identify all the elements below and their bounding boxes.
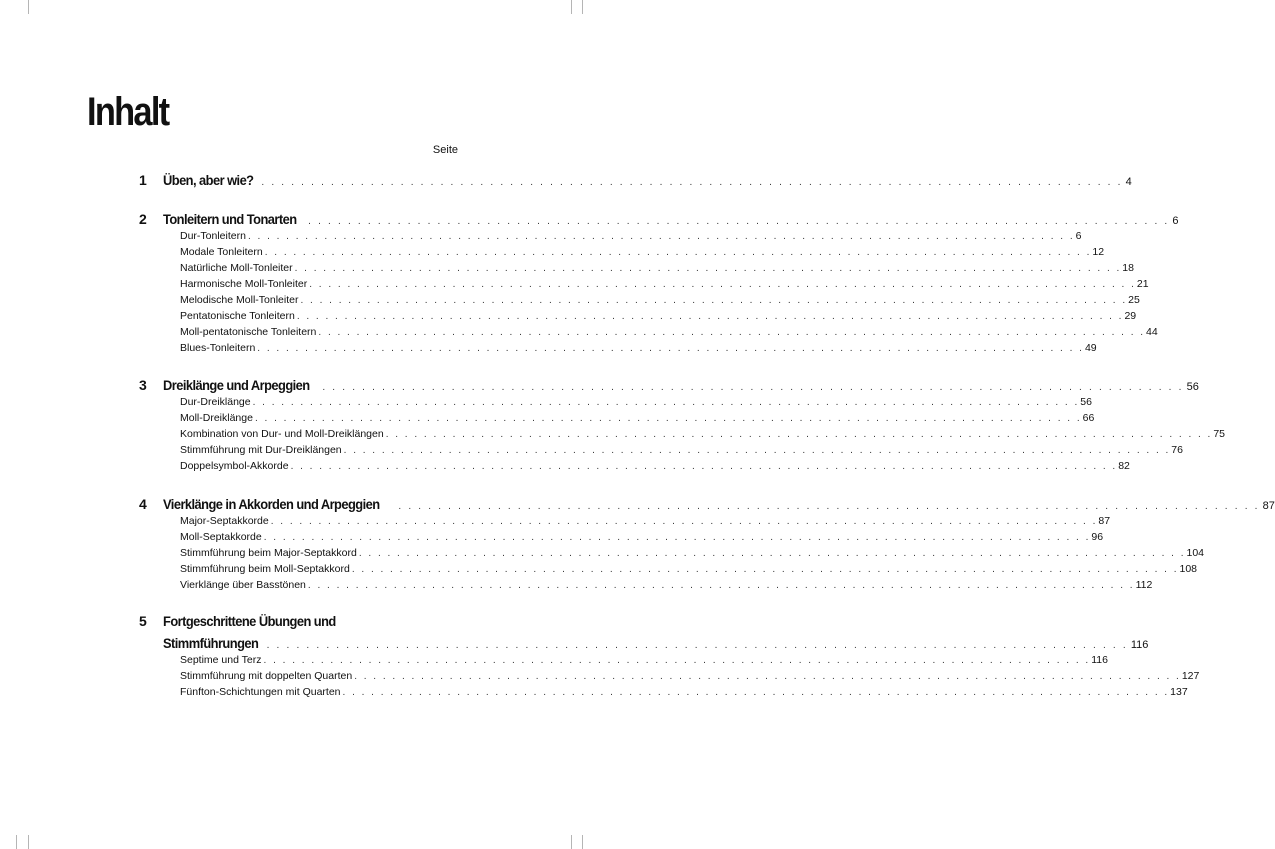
toc-item[interactable] [180,426,1226,443]
item-label: Stimmführung beim Major-Septakkord [180,547,357,559]
chapter-title: Dreiklänge und Arpeggien [163,377,310,393]
dot-leader: . . . . . . . . . . . . . . . . . . . . . . . . . . . . . . . . . . . . . . . . . . . . . . . . . . . . . . . . . . . . . . . . . . . . . . . . . . . . . . . . . . . . . . . [294,263,1122,274]
toc-chapter [0,376,1226,474]
toc-item[interactable] [180,260,1134,277]
toc-entry[interactable] [163,376,1199,396]
dot-leader: . . . . . . . . . . . . . . . . . . . . . . . . . . . . . . . . . . . . . . . . . . . . . . . . . . . . . . . . . . . . . . . . . . . . . . . . . . . . . . . . . . . . . . . [290,461,1118,472]
dot-leader: . . . . . . . . . . . . . . . . . . . . . . . . . . . . . . . . . . . . . . . . . . . . . . . . . . . . . . . . . . . . . . . . . . . . . . . . . . . . . . . . . . . . . . . [385,429,1213,440]
item-label: Moll-Septakkorde [180,531,262,543]
dot-leader: . . . . . . . . . . . . . . . . . . . . . . . . . . . . . . . . . . . . . . . . . . . . . . . . . . . . . . . . . . . . . . . . . . . . . . . . . . . . . . . . . . . . . . . [354,671,1181,682]
toc-item[interactable] [180,545,1205,562]
dot-leader: . . . . . . . . . . . . . . . . . . . . . . . . . . . . . . . . . . . . . . . . . . . . . . . . . . . . . . . . . . . . . . . . . . . . . . . . . . . . . . . . . . . . . . . [351,564,1179,575]
toc-item[interactable] [180,292,1140,309]
toc-chapter [0,210,1179,356]
toc-item[interactable] [180,228,1082,245]
page-number: 112 [1135,579,1153,591]
toc-item[interactable] [180,684,1188,701]
section-list [0,652,1200,700]
dot-leader: . . . . . . . . . . . . . . . . . . . . . . . . . . . . . . . . . . . . . . . . . . . . . . . . . . . . . . . . . . . . . . . . . . . . . . . . . . . . . . . . . . . . . . . [270,516,1098,527]
chapter-number: 2 [139,211,147,227]
page-number: 29 [1124,310,1137,322]
toc-item[interactable] [180,458,1130,475]
toc-item[interactable] [180,340,1097,357]
item-label: Moll-Dreiklänge [180,412,253,424]
page-number: 137 [1170,686,1188,698]
page-number: 82 [1118,460,1130,472]
toc-entry[interactable] [163,210,1179,230]
page-number: 87 [1262,500,1275,512]
item-label: Major-Septakkorde [180,515,269,527]
page-column-label: Seite [432,144,458,156]
toc-chapter [0,612,1200,700]
chapter-title: Üben, aber wie? [163,172,254,188]
page-number: 56 [1186,381,1199,393]
dot-leader: . . . . . . . . . . . . . . . . . . . . . . . . . . . . . . . . . . . . . . . . . . . . . . . . . . . . . . . . . . . . . . . . . . . . . . . . . . . . . . . . . . . . . . . [263,532,1091,543]
item-label: Stimmführung mit doppelten Quarten [180,670,353,682]
section-list [0,513,1205,593]
toc-entry[interactable] [163,495,1275,515]
page-number: 127 [1181,670,1200,682]
dot-leader: . . . . . . . . . . . . . . . . . . . . . . . . . . . . . . . . . . . . . . . . . . . . . . . . . . . . . . . . . . . . . . . . . . . . . . . . . . . . . . . . . . . . . . . [309,279,1136,290]
dot-leader: . . . . . . . . . . . . . . . . . . . . . . . . . . . . . . . . . . . . . . . . . . . . . . . . . . . . . . . . . . . . . . . . . . . . . . . . . . . . . . . . . . . . . . . [358,548,1186,559]
item-label: Fünfton-Schichtungen mit Quarten [180,686,341,698]
section-list [0,228,1158,356]
page-number: 76 [1171,444,1183,456]
dot-leader: . . . . . . . . . . . . . . . . . . . . . . . . . . . . . . . . . . . . . . . . . . . . . . . . . . . . . . . . . . . . . . . . . . . . . . . . . . . . . . . . . . . . . . . [257,343,1084,354]
toc-item[interactable] [180,577,1153,594]
dot-leader: . . . . . . . . . . . . . . . . . . . . . . . . . . . . . . . . . . . . . . . . . . . . . . . . . . . . . . . . . . . . . . . . . . . . . . . . . . . . . . . . . . . . . . . [342,687,1170,698]
dot-leader: . . . . . . . . . . . . . . . . . . . . . . . . . . . . . . . . . . . . . . . . . . . . . . . . . . . . . . . . . . . . . . . . . . . . . . . . . . . . . . . . . . . . . . . [266,640,1128,651]
item-label: Blues-Tonleitern [180,342,256,354]
item-label: Modale Tonleitern [180,246,263,258]
dot-leader: . . . . . . . . . . . . . . . . . . . . . . . . . . . . . . . . . . . . . . . . . . . . . . . . . . . . . . . . . . . . . . . . . . . . . . . . . . . . . . . . . . . . . . . [322,382,1184,393]
dot-leader: . . . . . . . . . . . . . . . . . . . . . . . . . . . . . . . . . . . . . . . . . . . . . . . . . . . . . . . . . . . . . . . . . . . . . . . . . . . . . . . . . . . . . . . [307,580,1135,591]
toc-chapter [0,171,1132,189]
dot-leader: . . . . . . . . . . . . . . . . . . . . . . . . . . . . . . . . . . . . . . . . . . . . . . . . . . . . . . . . . . . . . . . . . . . . . . . . . . . . . . . . . . . . . . . [343,445,1171,456]
page-number: 12 [1092,246,1105,258]
page-number: 6 [1075,230,1082,242]
item-label: Melodische Moll-Tonleiter [180,294,299,306]
chapter-number: 4 [139,496,147,512]
chapter-title: Vierklänge in Akkorden und Arpeggien [163,496,380,512]
item-label: Dur-Dreiklänge [180,396,251,408]
dot-leader: . . . . . . . . . . . . . . . . . . . . . . . . . . . . . . . . . . . . . . . . . . . . . . . . . . . . . . . . . . . . . . . . . . . . . . . . . . . . . . . . . . . . . . . [261,177,1123,188]
page-number: 96 [1091,531,1104,543]
toc-item[interactable] [180,442,1183,459]
toc-item[interactable] [180,324,1158,341]
dot-leader: . . . . . . . . . . . . . . . . . . . . . . . . . . . . . . . . . . . . . . . . . . . . . . . . . . . . . . . . . . . . . . . . . . . . . . . . . . . . . . . . . . . . . . . [308,216,1170,227]
page-number: 108 [1179,563,1198,575]
page-number: 75 [1213,428,1226,440]
toc-item[interactable] [180,394,1092,411]
page-number: 4 [1125,176,1132,188]
item-label: Pentatonische Tonleitern [180,310,295,322]
dot-leader: . . . . . . . . . . . . . . . . . . . . . . . . . . . . . . . . . . . . . . . . . . . . . . . . . . . . . . . . . . . . . . . . . . . . . . . . . . . . . . . . . . . . . . . [398,501,1260,512]
page-number: 44 [1146,326,1158,338]
dot-leader: . . . . . . . . . . . . . . . . . . . . . . . . . . . . . . . . . . . . . . . . . . . . . . . . . . . . . . . . . . . . . . . . . . . . . . . . . . . . . . . . . . . . . . . [252,397,1080,408]
item-label: Vierklänge über Basstönen [180,579,306,591]
toc-chapter [0,495,1275,593]
item-label: Stimmführung mit Dur-Dreiklängen [180,444,342,456]
item-label: Septime und Terz [180,654,262,666]
toc-entry[interactable] [163,171,1132,191]
dot-leader: . . . . . . . . . . . . . . . . . . . . . . . . . . . . . . . . . . . . . . . . . . . . . . . . . . . . . . . . . . . . . . . . . . . . . . . . . . . . . . . . . . . . . . . [263,655,1091,666]
page-number: 49 [1084,342,1097,354]
item-label: Kombination von Dur- und Moll-Dreiklängen [180,428,384,440]
toc-item[interactable] [180,244,1105,261]
item-label: Moll-pentatonische Tonleitern [180,326,317,338]
chapter-number: 1 [139,172,147,188]
page-title: Inhalt [87,90,169,134]
section-list [0,394,1226,474]
item-label: Stimmführung beim Moll-Septakkord [180,563,350,575]
chapter-title-continued: Stimmführungen [163,635,259,651]
page-number: 21 [1136,278,1149,290]
chapter-title[interactable]: Fortgeschrittene Übungen und [163,613,336,629]
dot-leader: . . . . . . . . . . . . . . . . . . . . . . . . . . . . . . . . . . . . . . . . . . . . . . . . . . . . . . . . . . . . . . . . . . . . . . . . . . . . . . . . . . . . . . . [247,231,1075,242]
chapter-title: Tonleitern und Tonarten [163,211,297,227]
toc-item[interactable] [180,652,1108,669]
toc-item[interactable] [180,308,1137,325]
page-number: 66 [1082,412,1095,424]
dot-leader: . . . . . . . . . . . . . . . . . . . . . . . . . . . . . . . . . . . . . . . . . . . . . . . . . . . . . . . . . . . . . . . . . . . . . . . . . . . . . . . . . . . . . . . [254,413,1082,424]
page-number: 56 [1080,396,1092,408]
toc-item[interactable] [180,410,1095,427]
toc-item[interactable] [180,513,1111,530]
page-number: 104 [1186,547,1205,559]
item-label: Natürliche Moll-Tonleiter [180,262,293,274]
toc-item[interactable] [180,276,1149,293]
dot-leader: . . . . . . . . . . . . . . . . . . . . . . . . . . . . . . . . . . . . . . . . . . . . . . . . . . . . . . . . . . . . . . . . . . . . . . . . . . . . . . . . . . . . . . . [318,327,1146,338]
toc-entry[interactable] [163,634,1149,654]
toc-item[interactable] [180,668,1200,685]
dot-leader: . . . . . . . . . . . . . . . . . . . . . . . . . . . . . . . . . . . . . . . . . . . . . . . . . . . . . . . . . . . . . . . . . . . . . . . . . . . . . . . . . . . . . . . [300,295,1128,306]
dot-leader: . . . . . . . . . . . . . . . . . . . . . . . . . . . . . . . . . . . . . . . . . . . . . . . . . . . . . . . . . . . . . . . . . . . . . . . . . . . . . . . . . . . . . . . [296,311,1124,322]
chapter-number: 3 [139,377,147,393]
chapter-number: 5 [139,613,147,629]
dot-leader: . . . . . . . . . . . . . . . . . . . . . . . . . . . . . . . . . . . . . . . . . . . . . . . . . . . . . . . . . . . . . . . . . . . . . . . . . . . . . . . . . . . . . . . [264,247,1092,258]
page-number: 18 [1122,262,1134,274]
item-label: Harmonische Moll-Tonleiter [180,278,308,290]
page-number: 116 [1091,654,1108,666]
page-number: 87 [1098,515,1111,527]
item-label: Doppelsymbol-Akkorde [180,460,289,472]
page-number: 6 [1172,215,1179,227]
page-number: 25 [1128,294,1140,306]
toc-item[interactable] [180,561,1198,578]
page-number: 116 [1130,639,1149,651]
item-label: Dur-Tonleitern [180,230,246,242]
toc-item[interactable] [180,529,1104,546]
